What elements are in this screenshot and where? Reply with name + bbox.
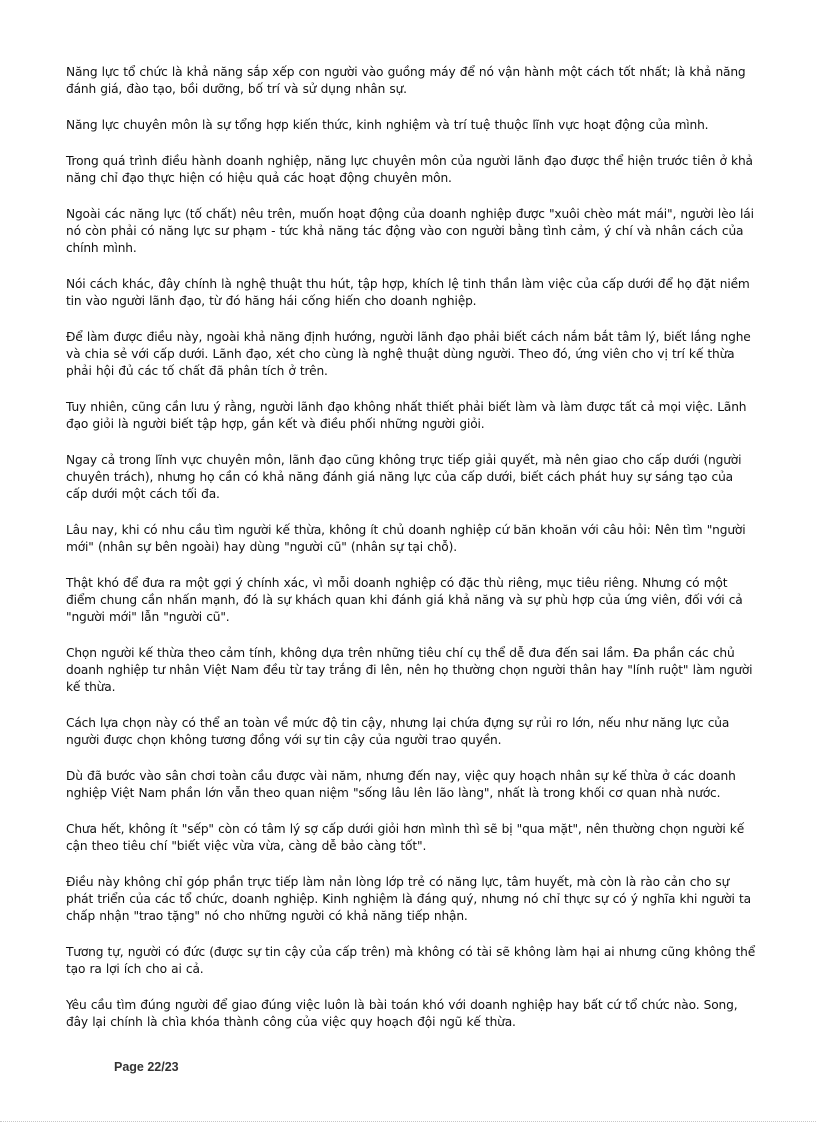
paragraph: Dù đã bước vào sân chơi toàn cầu được vài năm, nhưng đến nay, việc quy hoạch nhân sự kế thừa ở các doanh nghiệp Việt Nam phần lớn vẫn theo quan niệm "sống lâu lên lão làng", nhất là trong khối cơ quan nhà nước. [66,769,736,800]
paragraph: Năng lực tổ chức là khả năng sắp xếp con người vào guồng máy để nó vận hành một cách tốt nhất; là khả năng đánh giá, đào tạo, bồi dưỡng, bố trí và sử dụng nhân sự. [66,65,746,96]
paragraph: Năng lực chuyên môn là sự tổng hợp kiến thức, kinh nghiệm và trí tuệ thuộc lĩnh vực hoạt động của mình. [66,118,709,132]
paragraph: Chọn người kế thừa theo cảm tính, không dựa trên những tiêu chí cụ thể dễ đưa đến sai lầm. Đa phần các chủ doanh nghiệp tư nhân Việt Nam đều từ tay trắng đi lên, nên họ thường chọn người thân hay "lính ruột" làm người kế thừa. [66,646,753,694]
document-body [66,64,758,1050]
paragraph: Ngoài các năng lực (tố chất) nêu trên, muốn hoạt động của doanh nghiệp được "xuôi chèo mát mái", người lèo lái nó còn phải có năng lực sư phạm - tức khả năng tác động vào con người bằng tình cảm, ý chí và nhân cách của chính mình. [66,207,754,255]
page-number: Page 22/23 [114,1060,179,1074]
paragraph: Chưa hết, không ít "sếp" còn có tâm lý sợ cấp dưới giỏi hơn mình thì sẽ bị "qua mặt", nên thường chọn người kế cận theo tiêu chí "biết việc vừa vừa, càng dễ bảo càng tốt". [66,822,745,853]
page-bottom-divider [0,1121,816,1122]
paragraph: Nói cách khác, đây chính là nghệ thuật thu hút, tập hợp, khích lệ tinh thần làm việc của cấp dưới để họ đặt niềm tin vào người lãnh đạo, từ đó hăng hái cống hiến cho doanh nghiệp. [66,277,750,308]
paragraph: Ngay cả trong lĩnh vực chuyên môn, lãnh đạo cũng không trực tiếp giải quyết, mà nên giao cho cấp dưới (người chuyên trách), nhưng họ cần có khả năng đánh giá năng lực của cấp dưới, biết cách phát huy sự sáng tạo của cấp dưới một cách tối đa. [66,453,742,501]
paragraph: Lâu nay, khi có nhu cầu tìm người kế thừa, không ít chủ doanh nghiệp cứ băn khoăn với câu hỏi: Nên tìm "người mới" (nhân sự bên ngoài) hay dùng "người cũ" (nhân sự tại chỗ). [66,523,746,554]
paragraph: Để làm được điều này, ngoài khả năng định hướng, người lãnh đạo phải biết cách nắm bắt tâm lý, biết lắng nghe và chia sẻ với cấp dưới. Lãnh đạo, xét cho cùng là nghệ thuật dùng người. Theo đó, ứng viên cho vị trí kế thừa phải hội đủ các tố chất đã phân tích ở trên. [66,330,751,378]
paragraph: Điều này không chỉ góp phần trực tiếp làm nản lòng lớp trẻ có năng lực, tâm huyết, mà còn là rào cản cho sự phát triển của các tổ chức, doanh nghiệp. Kinh nghiệm là đáng quý, nhưng nó chỉ thực sự có ý nghĩa khi người ta chấp nhận "trao tặng" nó cho những người có khả năng tiếp nhận. [66,875,751,923]
paragraph: Tương tự, người có đức (được sự tin cậy của cấp trên) mà không có tài sẽ không làm hại ai nhưng cũng không thể tạo ra lợi ích cho ai cả. [66,945,756,976]
paragraph: Tuy nhiên, cũng cần lưu ý rằng, người lãnh đạo không nhất thiết phải biết làm và làm được tất cả mọi việc. Lãnh đạo giỏi là người biết tập hợp, gắn kết và điều phối những người giỏi. [66,400,747,431]
paragraph: Thật khó để đưa ra một gợi ý chính xác, vì mỗi doanh nghiệp có đặc thù riêng, mục tiêu riêng. Nhưng có một điểm chung cần nhấn mạnh, đó là sự khách quan khi đánh giá khả năng và sự phù hợp của ứng viên, đối với cả "người mới" lẫn "người cũ". [66,576,743,624]
paragraph: Cách lựa chọn này có thể an toàn về mức độ tin cậy, nhưng lại chứa đựng sự rủi ro lớn, nếu như năng lực của người được chọn không tương đồng với sự tin cậy của người trao quyền. [66,716,730,747]
paragraph: Yêu cầu tìm đúng người để giao đúng việc luôn là bài toán khó với doanh nghiệp hay bất cứ tổ chức nào. Song, đây lại chính là chìa khóa thành công của việc quy hoạch đội ngũ kế thừa. [66,998,738,1029]
paragraph: Trong quá trình điều hành doanh nghiệp, năng lực chuyên môn của người lãnh đạo được thể hiện trước tiên ở khả năng chỉ đạo thực hiện có hiệu quả các hoạt động chuyên môn. [66,154,753,185]
